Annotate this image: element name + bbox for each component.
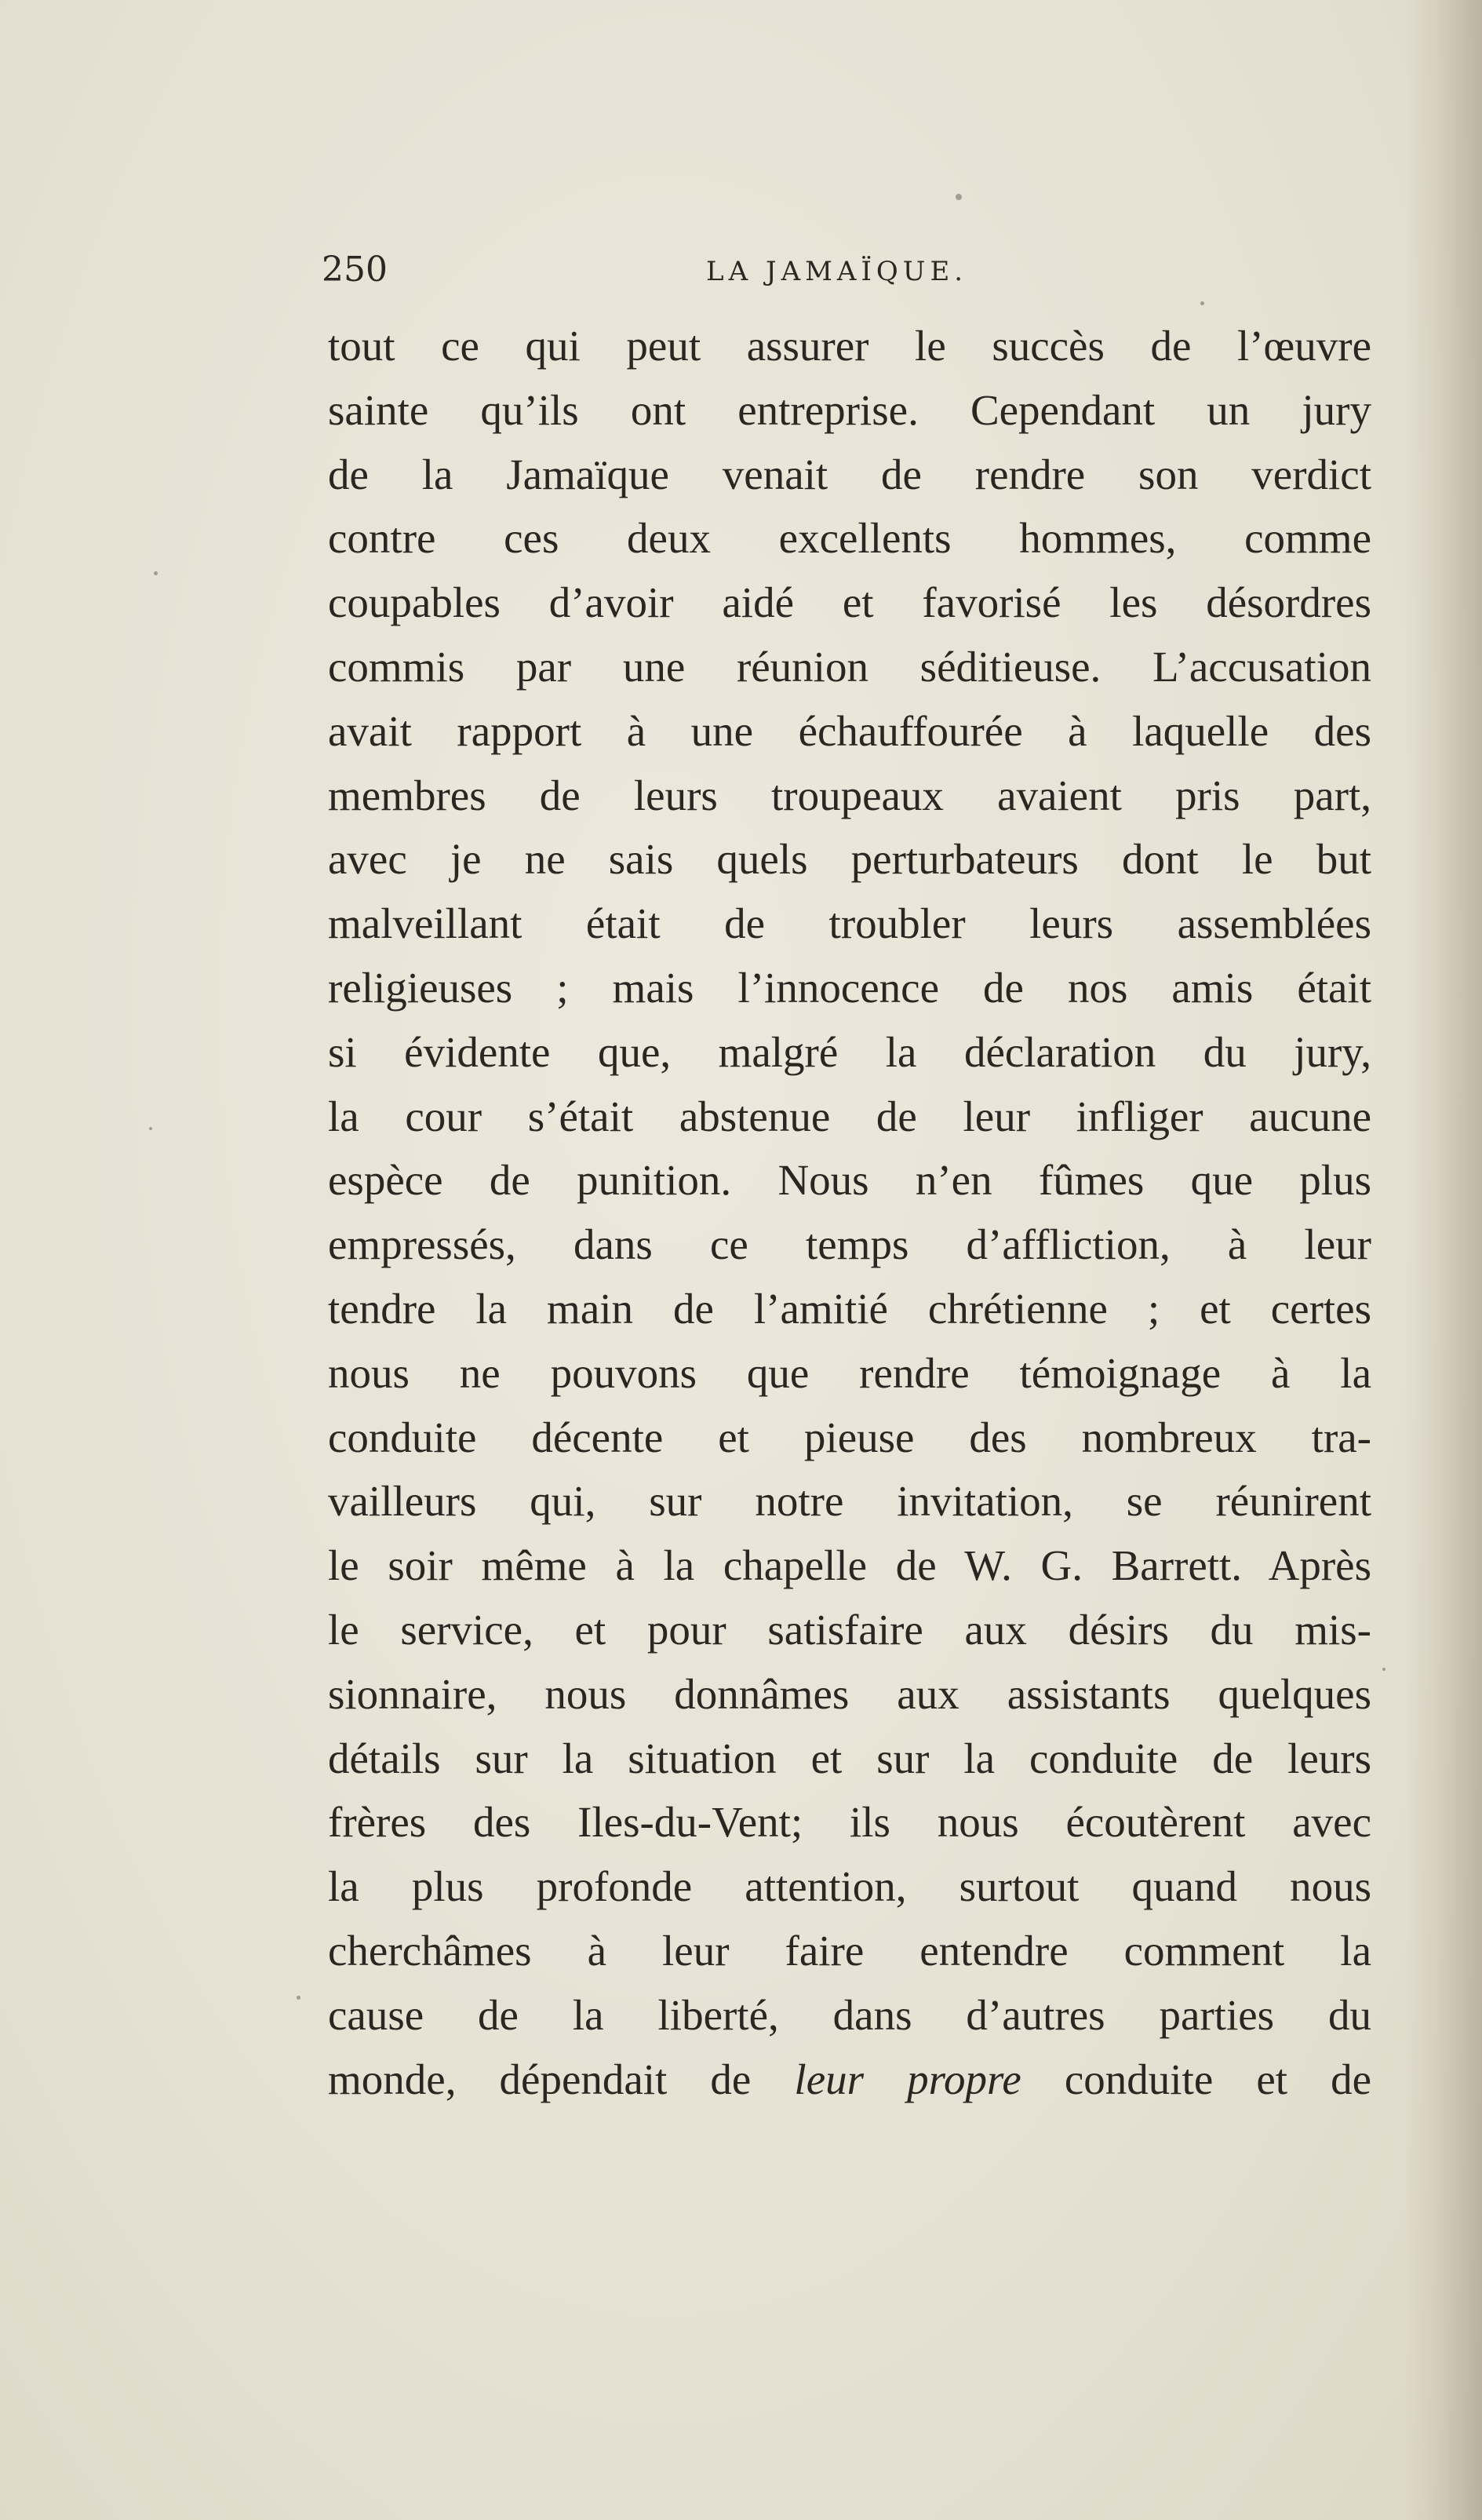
italic-emphasis: leur propre: [794, 2055, 1021, 2103]
paper-speck: [297, 1996, 300, 2000]
last-line-end: conduite et de: [1064, 2055, 1372, 2103]
text-line: sainte qu’ils ont entreprise. Cependant un jury: [328, 385, 1371, 434]
text-line: détails sur la situation et sur la conduite de leurs: [328, 1734, 1371, 1782]
running-head: [322, 250, 1373, 320]
text-line-last: [328, 2048, 1371, 2112]
text-line: religieuses ; mais l’innocence de nos amis était: [328, 963, 1371, 1012]
text-line: cherchâmes à leur faire entendre comment la: [328, 1926, 1371, 1975]
text-line: coupables d’avoir aidé et favorisé les désordres: [328, 578, 1371, 627]
last-line-start: monde, dépendait de: [328, 2055, 752, 2103]
text-line: si évidente que, malgré la déclaration du jury,: [328, 1027, 1371, 1076]
text-line: cause de la liberté, dans d’autres parties du: [328, 1990, 1371, 2039]
running-title: LA JAMAÏQUE.: [706, 256, 968, 287]
text-line: avait rapport à une échauffourée à laquelle des: [328, 706, 1371, 755]
paper-speck: [1382, 1668, 1386, 1671]
text-line: le soir même à la chapelle de W. G. Barrett. Après: [328, 1541, 1371, 1590]
text-line: conduite décente et pieuse des nombreux tra-: [328, 1413, 1371, 1461]
body-text: [328, 314, 1371, 2111]
page-number: 250: [322, 250, 388, 290]
text-line: la cour s’était abstenue de leur infliger aucune: [328, 1092, 1371, 1140]
text-line: membres de leurs troupeaux avaient pris part,: [328, 771, 1371, 819]
text-line: vailleurs qui, sur notre invitation, se réunirent: [328, 1477, 1371, 1526]
paper-speck: [154, 571, 158, 575]
text-line: de la Jamaïque venait de rendre son verdict: [328, 450, 1371, 498]
text-line: nous ne pouvons que rendre témoignage à la: [328, 1348, 1371, 1397]
paper-speck: [956, 194, 962, 200]
text-line: contre ces deux excellents hommes, comme: [328, 514, 1371, 563]
text-line: malveillant était de troubler leurs assemblées: [328, 899, 1371, 948]
text-line: tout ce qui peut assurer le succès de l’œuvre: [328, 322, 1371, 370]
text-line: commis par une réunion séditieuse. L’accusation: [328, 642, 1371, 691]
text-line: empressés, dans ce temps d’affliction, à leur: [328, 1220, 1371, 1269]
text-line: le service, et pour satisfaire aux désirs du mis-: [328, 1605, 1371, 1654]
text-line: sionnaire, nous donnâmes aux assistants quelques: [328, 1669, 1371, 1718]
text-line: espèce de punition. Nous n’en fûmes que plus: [328, 1156, 1371, 1205]
paper-speck: [149, 1127, 152, 1130]
text-line: avec je ne sais quels perturbateurs dont le but: [328, 835, 1371, 884]
text-line: tendre la main de l’amitié chrétienne ; et certes: [328, 1284, 1371, 1333]
text-line: la plus profonde attention, surtout quand nous: [328, 1862, 1371, 1911]
text-line: frères des Iles-du-Vent; ils nous écoutèrent avec: [328, 1798, 1371, 1847]
